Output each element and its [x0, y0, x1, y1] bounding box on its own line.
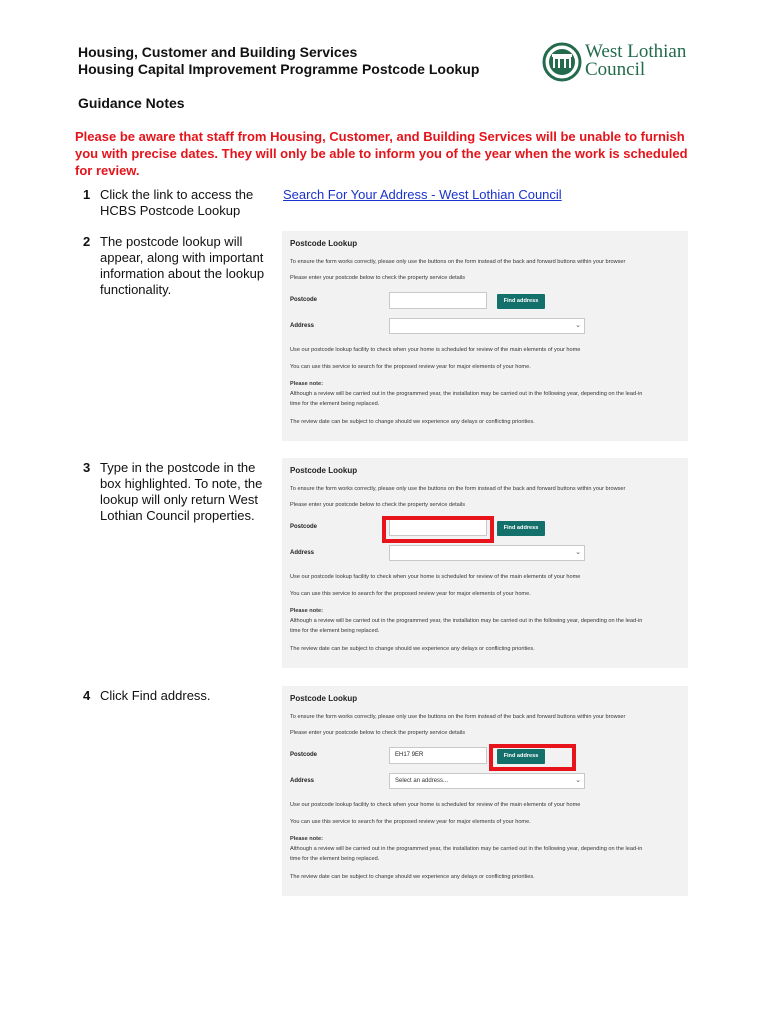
panel-info-1: Use our postcode lookup facility to check when your home is scheduled for review of the main elements of your home	[290, 574, 581, 580]
header-line-1: Housing, Customer and Building Services	[78, 44, 358, 60]
address-select[interactable]	[389, 318, 585, 334]
panel-info-2: You can use this service to search for the proposed review year for major elements of your home.	[290, 364, 531, 370]
panel-note-title: Please note:	[290, 381, 323, 387]
panel-note-2: time for the element being replaced.	[290, 401, 380, 407]
step-2-text: The postcode lookup will appear, along with important information about the lookup functionality.	[100, 234, 265, 297]
step-2-number: 2	[83, 234, 91, 249]
panel-note-3: The review date can be subject to change should we experience any delays or conflicting priorities.	[290, 646, 535, 652]
panel-note-3: The review date can be subject to change should we experience any delays or conflicting priorities.	[290, 419, 535, 425]
panel-note-1: Although a review will be carried out in the programmed year, the installation may be carried out in the following year, depending on the lead-in	[290, 618, 643, 624]
panel-intro: To ensure the form works correctly, please only use the buttons on the form instead of the back and forward buttons within your browser	[290, 714, 626, 720]
find-address-button[interactable]: Find address	[497, 521, 545, 536]
guidance-title: Guidance Notes	[78, 95, 185, 111]
postcode-label: Postcode	[290, 752, 318, 758]
step-1-text: Click the link to access the HCBS Postcode Lookup	[100, 187, 254, 218]
step-4-number: 4	[83, 688, 91, 703]
header-line-2: Housing Capital Improvement Programme Postcode Lookup	[78, 61, 480, 77]
council-name: West Lothian Council	[585, 41, 687, 80]
panel-info-2: You can use this service to search for the proposed review year for major elements of your home.	[290, 591, 531, 597]
document-header	[78, 44, 518, 78]
postcode-lookup-panel-2	[282, 458, 688, 668]
search-address-link[interactable]: Search For Your Address - West Lothian Council	[283, 187, 562, 202]
postcode-input-highlight	[382, 516, 494, 543]
panel-enter-text: Please enter your postcode below to check the property service details	[290, 502, 466, 508]
council-logo	[542, 41, 692, 85]
panel-note-1: Although a review will be carried out in the programmed year, the installation may be carried out in the following year, depending on the lead-in	[290, 391, 643, 397]
address-select[interactable]	[389, 773, 585, 789]
warning-notice: Please be aware that staff from Housing, Customer, and Building Services will be unable to furnish you with precise dates. They will only be able to inform you of the year when the work is scheduled for review.	[75, 129, 688, 178]
panel-title: Postcode Lookup	[290, 466, 358, 475]
panel-note-1: Although a review will be carried out in the programmed year, the installation may be carried out in the following year, depending on the lead-in	[290, 846, 643, 852]
panel-note-2: time for the element being replaced.	[290, 628, 380, 634]
panel-note-3: The review date can be subject to change should we experience any delays or conflicting priorities.	[290, 874, 535, 880]
council-crest-icon	[542, 41, 582, 83]
address-label: Address	[290, 778, 315, 784]
panel-intro: To ensure the form works correctly, please only use the buttons on the form instead of the back and forward buttons within your browser	[290, 259, 626, 265]
step-3-number: 3	[83, 460, 91, 475]
panel-info-1: Use our postcode lookup facility to check when your home is scheduled for review of the main elements of your home	[290, 802, 581, 808]
panel-title: Postcode Lookup	[290, 239, 358, 248]
postcode-lookup-panel-1	[282, 231, 688, 441]
panel-info-2: You can use this service to search for the proposed review year for major elements of your home.	[290, 819, 531, 825]
postcode-lookup-panel-3	[282, 686, 688, 896]
panel-note-title: Please note:	[290, 836, 323, 842]
step-4-text: Click Find address.	[100, 688, 211, 703]
step-3-text: Type in the postcode in the box highlighted. To note, the lookup will only return West Lothian Council properties.	[100, 460, 263, 523]
chevron-down-icon: ⌄	[575, 777, 581, 784]
panel-enter-text: Please enter your postcode below to check the property service details	[290, 275, 466, 281]
postcode-input[interactable]	[389, 292, 487, 309]
find-address-button[interactable]: Find address	[497, 294, 545, 309]
find-address-highlight	[489, 744, 576, 771]
panel-note-title: Please note:	[290, 608, 323, 614]
address-label: Address	[290, 550, 315, 556]
panel-info-1: Use our postcode lookup facility to check when your home is scheduled for review of the main elements of your home	[290, 347, 581, 353]
postcode-input[interactable]: EH17 9ER	[389, 747, 487, 764]
postcode-label: Postcode	[290, 524, 318, 530]
panel-enter-text: Please enter your postcode below to check the property service details	[290, 730, 466, 736]
step-1-number: 1	[83, 187, 91, 202]
address-select-value: Select an address...	[395, 778, 449, 784]
chevron-down-icon: ⌄	[575, 549, 581, 556]
address-select[interactable]	[389, 545, 585, 561]
panel-title: Postcode Lookup	[290, 694, 358, 703]
panel-note-2: time for the element being replaced.	[290, 856, 380, 862]
find-address-button[interactable]: Find address	[497, 749, 545, 764]
chevron-down-icon: ⌄	[575, 322, 581, 329]
address-label: Address	[290, 323, 315, 329]
postcode-label: Postcode	[290, 297, 318, 303]
panel-intro: To ensure the form works correctly, please only use the buttons on the form instead of the back and forward buttons within your browser	[290, 486, 626, 492]
